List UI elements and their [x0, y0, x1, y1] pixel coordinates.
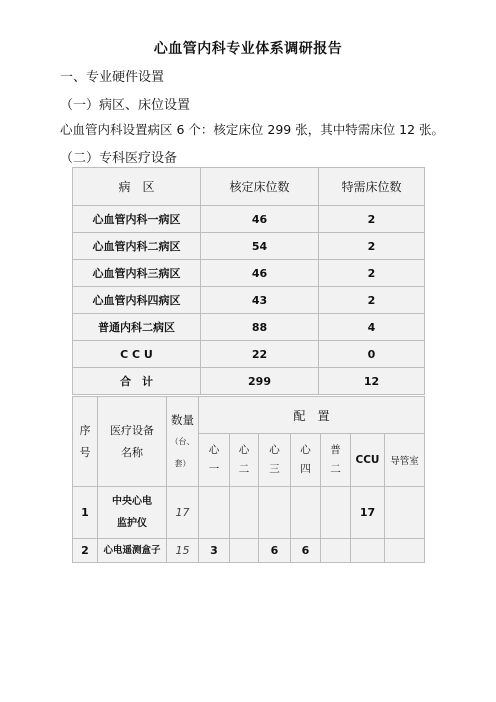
special-beds: 12: [319, 368, 425, 395]
special-beds: 2: [319, 206, 425, 233]
table-row: [73, 341, 425, 368]
table-row: [73, 260, 425, 287]
cell-cath-lab: [385, 487, 425, 539]
approved-beds: 54: [201, 233, 319, 260]
cell-cardio-2: [230, 539, 259, 563]
cell-cath-lab: [385, 539, 425, 563]
special-beds: 4: [319, 314, 425, 341]
special-beds: 2: [319, 260, 425, 287]
cell-ccu: [351, 539, 385, 563]
table-row: [73, 206, 425, 233]
header-ccu: CCU: [351, 434, 385, 487]
table-row: [73, 314, 425, 341]
cell-cardio-1: 3: [199, 539, 230, 563]
header-device-name: 医疗设备 名称: [98, 397, 167, 487]
table-row: [73, 233, 425, 260]
ward-bed-table: [72, 167, 425, 395]
cell-cardio-4: 6: [291, 539, 321, 563]
cell-general-2: [321, 539, 351, 563]
device-name: 心电遥测盒子: [98, 539, 167, 563]
subsection-heading-equipment: （二）专科医疗设备: [60, 151, 178, 166]
ward-name: 合 计: [73, 368, 201, 395]
cell-ccu: 17: [351, 487, 385, 539]
special-beds: 2: [319, 233, 425, 260]
table-row: [73, 287, 425, 314]
ward-name: 心血管内科一病区: [73, 206, 201, 233]
table-row: [73, 539, 425, 563]
header-cardio-3: 心 三: [259, 434, 291, 487]
device-name: 中央心电 监护仪: [98, 487, 167, 539]
ward-name: 心血管内科四病区: [73, 287, 201, 314]
wards-paragraph: 心血管内科设置病区 6 个：核定床位 299 张，其中特需床位 12 张。: [60, 122, 445, 137]
equipment-table: [72, 396, 425, 563]
special-beds: 2: [319, 287, 425, 314]
header-quantity: 数量 （台、套）: [167, 397, 199, 487]
quantity: 17: [167, 487, 199, 539]
header-cath-lab: 导管室: [385, 434, 425, 487]
header-serial-no: 序 号: [73, 397, 98, 487]
ward-name: 普通内科二病区: [73, 314, 201, 341]
cell-cardio-1: [199, 487, 230, 539]
header-cardio-4: 心 四: [291, 434, 321, 487]
header-cardio-1: 心 一: [199, 434, 230, 487]
section-heading-hardware: 一、专业硬件设置: [60, 70, 165, 85]
cell-cardio-4: [291, 487, 321, 539]
serial-no: 2: [73, 539, 98, 563]
header-configuration: 配 置: [199, 397, 425, 434]
cell-cardio-3: [259, 487, 291, 539]
serial-no: 1: [73, 487, 98, 539]
ward-table-header-row: [73, 168, 425, 206]
special-beds: 0: [319, 341, 425, 368]
cell-general-2: [321, 487, 351, 539]
equipment-header-row-1: [73, 397, 425, 434]
ward-name: 心血管内科三病区: [73, 260, 201, 287]
approved-beds: 43: [201, 287, 319, 314]
document-title: 心血管内科专业体系调研报告: [153, 41, 343, 57]
subsection-heading-wards: （一）病区、床位设置: [60, 98, 191, 113]
quantity: 15: [167, 539, 199, 563]
cell-cardio-2: [230, 487, 259, 539]
header-ward: 病 区: [73, 168, 201, 206]
cell-cardio-3: 6: [259, 539, 291, 563]
ward-name: 心血管内科二病区: [73, 233, 201, 260]
header-general-2: 普 二: [321, 434, 351, 487]
header-special-beds: 特需床位数: [319, 168, 425, 206]
approved-beds: 88: [201, 314, 319, 341]
approved-beds: 22: [201, 341, 319, 368]
table-row: [73, 487, 425, 539]
ward-name: C C U: [73, 341, 201, 368]
total-row: [73, 368, 425, 395]
approved-beds: 299: [201, 368, 319, 395]
header-cardio-2: 心 二: [230, 434, 259, 487]
approved-beds: 46: [201, 206, 319, 233]
approved-beds: 46: [201, 260, 319, 287]
header-approved-beds: 核定床位数: [201, 168, 319, 206]
